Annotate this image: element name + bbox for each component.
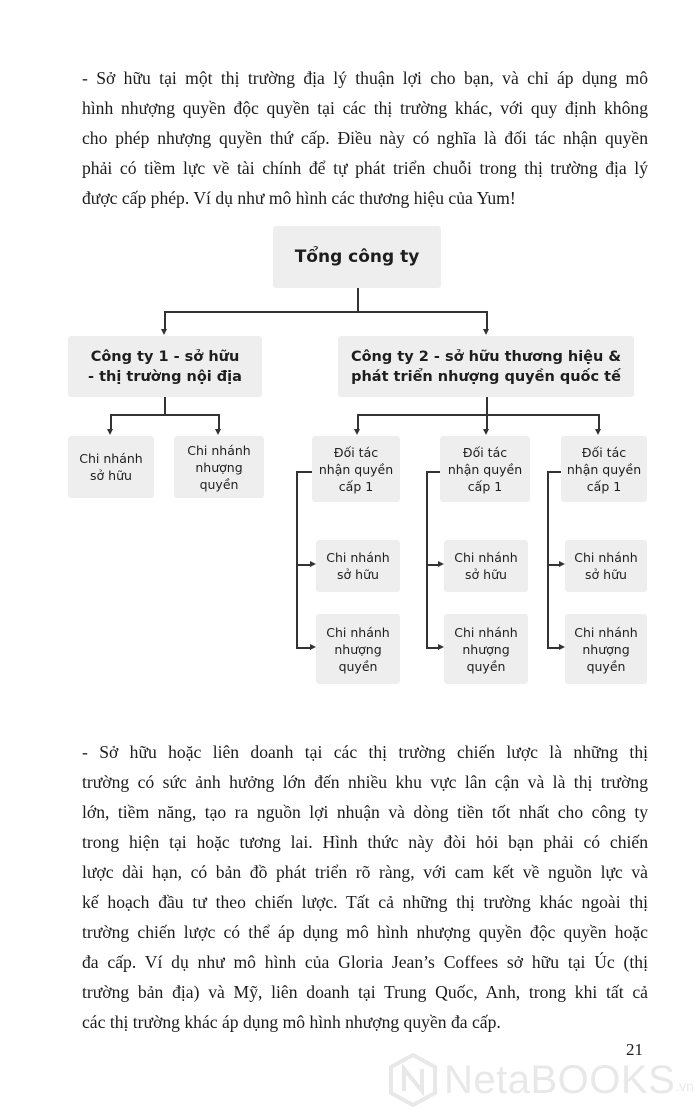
partner-box (312, 436, 400, 502)
box-label: Chi nhánh (574, 550, 638, 565)
box-label: Công ty 2 - sở hữu thương hiệu & (350, 348, 622, 365)
text-line: trường bản địa) và Mỹ, liên doanh tại Trung Quốc, Anh, trong khi tất cả (82, 982, 648, 1002)
box-label: phát triển nhượng quyền quốc tế (351, 368, 621, 385)
box-label: Chi nhánh (454, 624, 518, 640)
watermark-suffix: .vn (675, 1078, 694, 1094)
box-label: cấp 1 (586, 478, 622, 494)
box-label: cấp 1 (338, 478, 374, 494)
branch-franchised-box (316, 614, 400, 684)
branch-owned-box (68, 436, 154, 498)
text-line: - Sở hữu hoặc liên doanh tại các thị trường chiến lược là những thị (82, 742, 648, 762)
box-label: - thị trường nội địa (88, 368, 242, 385)
root-company-box (273, 226, 441, 288)
box-label: Chi nhánh (187, 442, 251, 458)
box-label: sở hữu (585, 567, 627, 582)
text-line: các thị trường khác áp dụng mô hình nhượng quyền đa cấp. (82, 1012, 501, 1032)
box-label: Chi nhánh (79, 451, 143, 466)
box-label: sở hữu (337, 567, 379, 582)
page-number: 21 (626, 1040, 643, 1059)
watermark-logo (388, 1052, 694, 1108)
branch-owned-box (316, 540, 400, 592)
branch-owned-box (444, 540, 528, 592)
box-label: nhượng (195, 459, 243, 475)
box-label: Đối tác (581, 444, 627, 460)
branch-franchised-box (565, 614, 647, 684)
company-1-box (68, 336, 262, 397)
text-line: trong hiện tại hoặc tương lai. Hình thức này đòi hỏi bạn phải có chiến (82, 832, 648, 852)
company-2-box (338, 336, 634, 397)
branch-franchised-box (174, 436, 264, 498)
branch-owned-box (565, 540, 647, 592)
box-label: quyền (199, 476, 239, 492)
box-label: sở hữu (465, 567, 507, 582)
text-line: lược dài hạn, có bản đồ phát triển rõ ràng, với cam kết về nguồn lực và (82, 862, 648, 882)
box-label: quyền (586, 658, 626, 674)
box-label: Tổng công ty (294, 247, 420, 267)
box-label: nhận quyền (566, 461, 642, 477)
partner-box (440, 436, 530, 502)
text-line: được cấp phép. Ví dụ như mô hình các thương hiệu của Yum! (82, 188, 516, 208)
box-label: Đối tác (462, 444, 508, 460)
box-label: nhượng (582, 641, 630, 657)
paragraph-bottom (82, 737, 648, 1037)
text-line: hình nhượng quyền độc quyền tại các thị trường khác, với quy định không (82, 98, 648, 118)
box-label: Chi nhánh (454, 550, 518, 565)
watermark-brand: NetaBOOKS (444, 1057, 676, 1102)
box-label: quyền (466, 658, 506, 674)
box-label: cấp 1 (467, 478, 503, 494)
text-line: cho phép nhượng quyền thứ cấp. Điều này có nghĩa là đối tác nhận quyền (82, 128, 648, 148)
box-label: nhận quyền (318, 461, 394, 477)
text-line: - Sở hữu tại một thị trường địa lý thuận lợi cho bạn, và chỉ áp dụng mô (82, 68, 648, 88)
box-label: nhượng (334, 641, 382, 657)
box-label: nhượng (462, 641, 510, 657)
netabooks-logo-icon (388, 1053, 438, 1107)
paragraph-top (82, 63, 648, 213)
text-line: phải có tiềm lực về tài chính để tự phát triển chuỗi trong thị trường địa lý (82, 158, 648, 178)
box-label: Chi nhánh (326, 550, 390, 565)
partner-box (561, 436, 647, 502)
text-line: lớn, tiềm năng, tạo ra nguồn lợi nhuận và dòng tiền tốt nhất cho công ty (82, 802, 648, 822)
branch-franchised-box (444, 614, 528, 684)
box-label: nhận quyền (447, 461, 523, 477)
text-line: trường có sức ảnh hưởng lớn đến nhiều khu vực lân cận và là thị trường (82, 772, 648, 792)
text-line: đa cấp. Ví dụ như mô hình của Gloria Jean’s Coffees sở hữu tại Úc (thị (82, 952, 648, 972)
box-label: sở hữu (90, 468, 132, 483)
box-label: Chi nhánh (574, 624, 638, 640)
box-label: Chi nhánh (326, 624, 390, 640)
text-line: trường chiến lược có thể áp dụng mô hình nhượng quyền độc quyền hoặc (82, 922, 648, 942)
box-label: Đối tác (333, 444, 379, 460)
box-label: Công ty 1 - sở hữu (90, 348, 240, 365)
box-label: quyền (338, 658, 378, 674)
text-line: kế hoạch đầu tư theo chiến lược. Tất cả những thị trường khác ngoài thị (82, 892, 648, 912)
